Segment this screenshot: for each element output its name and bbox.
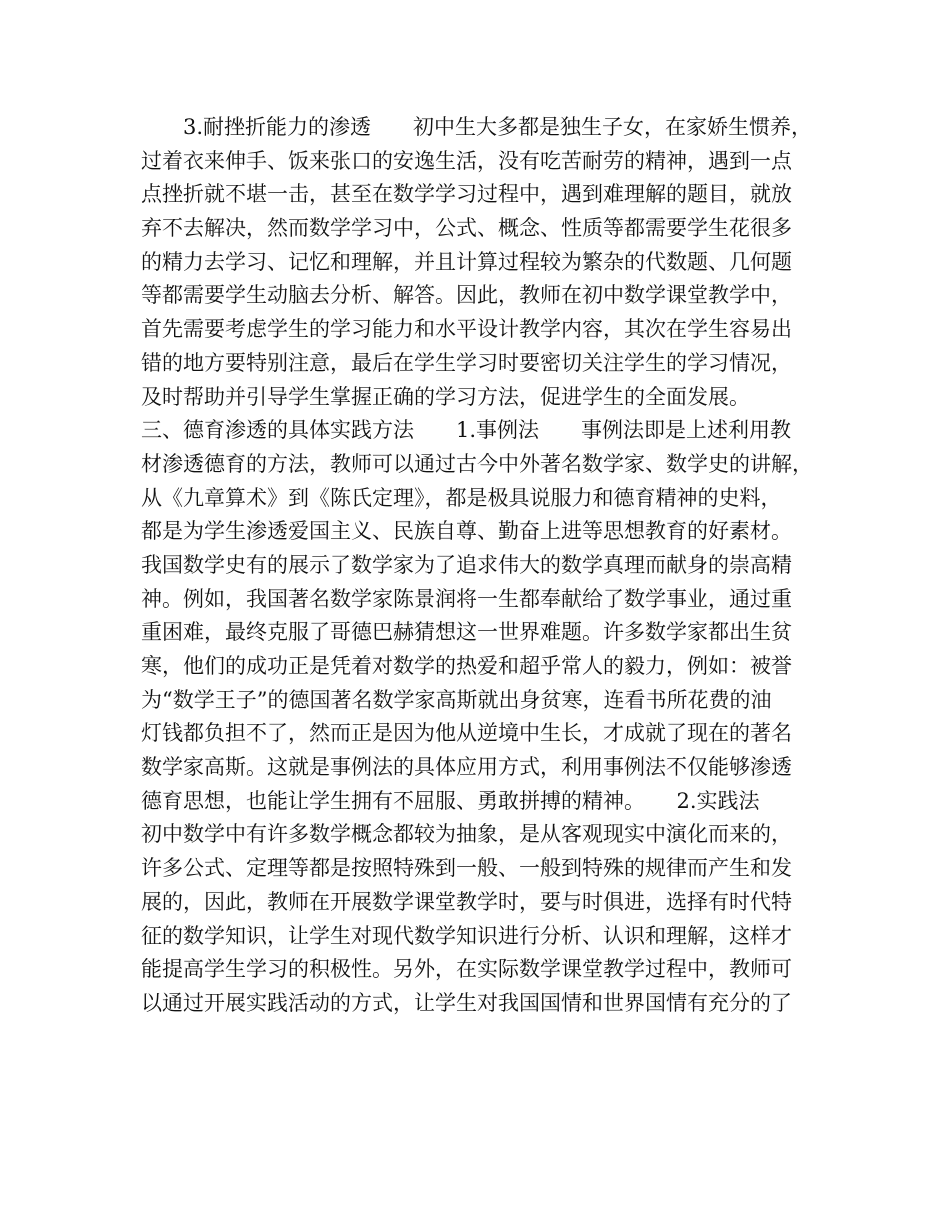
text-line: 过着衣来伸手、饭来张口的安逸生活，没有吃苦耐劳的精神，遇到一点 xyxy=(141,148,792,173)
text-line: 数学家高斯。这就是事例法的具体应用方式，利用事例法不仅能够渗透 xyxy=(141,755,792,780)
text-line: 神。例如，我国著名数学家陈景润将一生都奉献给了数学事业，通过重 xyxy=(141,586,792,611)
text-line: 的精力去学习、记忆和理解，并且计算过程较为繁杂的代数题、几何题 xyxy=(141,249,792,274)
text-line: 及时帮助并引导学生掌握正确的学习方法，促进学生的全面发展。 xyxy=(141,384,750,409)
text-line: 重困难，最终克服了哥德巴赫猜想这一世界难题。许多数学家都出生贫 xyxy=(141,620,792,645)
text-line: 寒，他们的成功正是凭着对数学的热爱和超乎常人的毅力，例如：被誉 xyxy=(141,654,792,678)
text-line: 许多公式、定理等都是按照特殊到一般、一般到特殊的规律而产生和发 xyxy=(141,856,792,881)
text-line: 3.耐挫折能力的渗透 初中生大多都是独生子女，在家娇生惯养， xyxy=(183,115,813,139)
text-line: 首先需要考虑学生的学习能力和水平设计教学内容，其次在学生容易出 xyxy=(141,317,792,342)
text-line: 以通过开展实践活动的方式，让学生对我国国情和世界国情有充分的了 xyxy=(141,990,792,1015)
text-line: 能提高学生学习的积极性。另外，在实际数学课堂教学过程中，教师可 xyxy=(141,957,792,982)
text-line: 展的，因此，教师在开展数学课堂教学时，要与时俱进，选择有时代特 xyxy=(141,889,792,914)
text-line: 初中数学中有许多数学概念都较为抽象，是从客观现实中演化而来的， xyxy=(141,822,792,847)
text-line: 德育思想，也能让学生拥有不屈服、勇敢拼搏的精神。 2.实践法 xyxy=(141,788,760,813)
text-line: 材渗透德育的方法，教师可以通过古今中外著名数学家、数学史的讲解， xyxy=(141,451,813,476)
text-line: 错的地方要特别注意，最后在学生学习时要密切关注学生的学习情况， xyxy=(141,350,792,375)
text-line: 从《九章算术》到《陈氏定理》，都是极具说服力和德育精神的史料， xyxy=(141,485,782,510)
text-line: 等都需要学生动脑去分析、解答。因此，教师在初中数学课堂教学中， xyxy=(141,283,792,308)
text-line: 我国数学史有的展示了数学家为了追求伟大的数学真理而献身的崇高精 xyxy=(141,552,792,577)
text-line: 为“数学王子”的德国著名数学家高斯就出身贫寒，连看书所花费的油 xyxy=(141,687,772,712)
text-line: 三、德育渗透的具体实践方法 1.事例法 事例法即是上述利用教 xyxy=(141,418,792,443)
text-line: 弃不去解决，然而数学学习中，公式、概念、性质等都需要学生花很多 xyxy=(141,216,792,241)
text-line: 都是为学生渗透爱国主义、民族自尊、勤奋上进等思想教育的好素材。 xyxy=(141,519,792,544)
body-text xyxy=(141,111,831,1021)
text-line: 征的数学知识，让学生对现代数学知识进行分析、认识和理解，这样才 xyxy=(141,923,792,948)
text-line: 点挫折就不堪一击，甚至在数学学习过程中，遇到难理解的题目，就放 xyxy=(141,182,792,207)
text-line: 灯钱都负担不了，然而正是因为他从逆境中生长，才成就了现在的著名 xyxy=(141,721,792,746)
